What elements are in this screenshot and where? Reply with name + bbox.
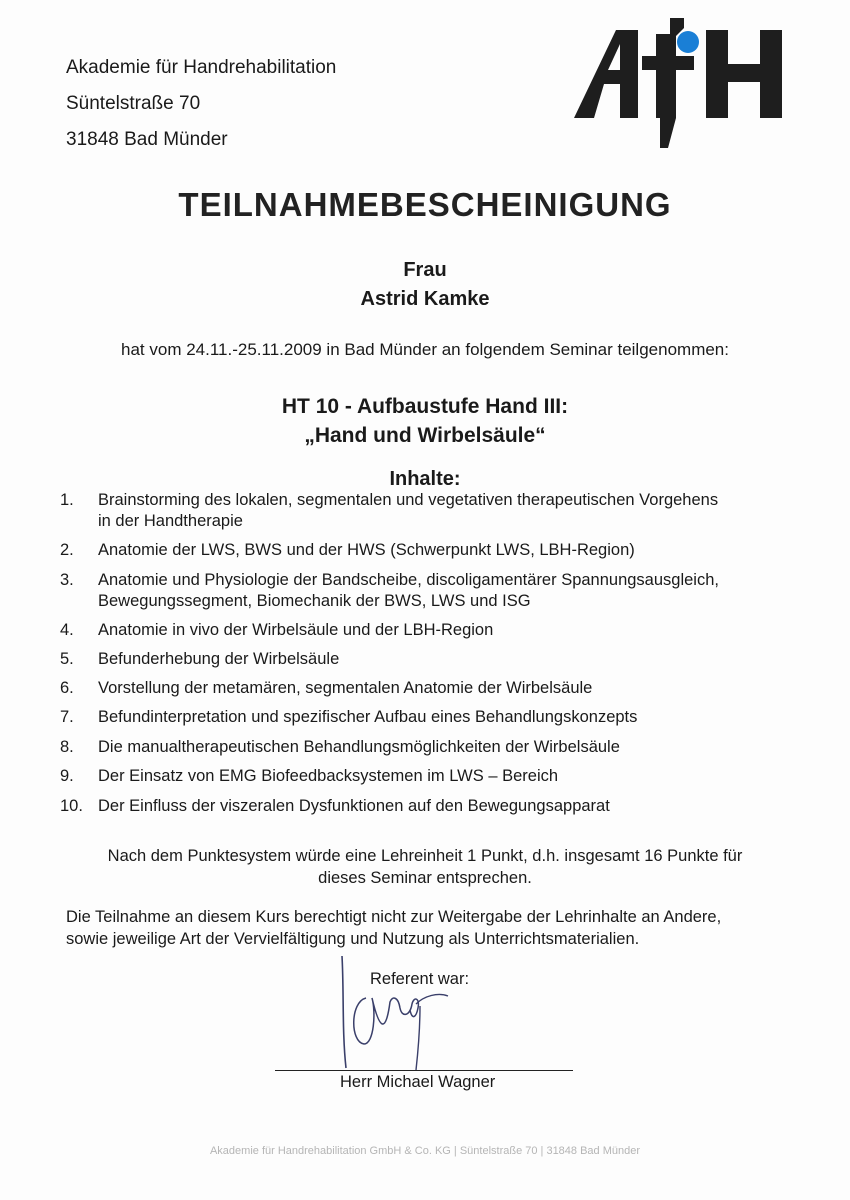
attendance-text: hat vom 24.11.-25.11.2009 in Bad Münder an folgendem Seminar teilgenommen:: [121, 340, 729, 359]
address-line-org: Akademie für Handrehabilitation: [66, 57, 337, 78]
course-title-block: [0, 392, 850, 450]
footer-address: Akademie für Handrehabilitation GmbH & Co. KG | Süntelstraße 70 | 31848 Bad Münder: [209, 1145, 641, 1157]
course-code-title: HT 10 - Aufbaustufe Hand III:: [281, 395, 569, 418]
item-number: 2.: [60, 541, 74, 559]
item-text: Vorstellung der metamären, segmentalen Anatomie der Wirbelsäule: [98, 679, 593, 697]
points-note: Nach dem Punktesystem würde eine Lehreinheit 1 Punkt, d.h. insgesamt 16 Punkte für dieses Seminar entsprechen.: [107, 847, 743, 887]
salutation: Frau: [403, 259, 447, 281]
item-text: Brainstorming des lokalen, segmentalen und vegetativen therapeutischen Vorgehens in der Handtherapie: [98, 491, 719, 530]
item-number: 4.: [60, 621, 74, 639]
referent-label: Referent war:: [370, 970, 470, 988]
item-number: 3.: [60, 571, 74, 589]
item-number: 10.: [60, 797, 83, 815]
item-number: 5.: [60, 650, 74, 668]
item-number: 1.: [60, 491, 74, 509]
item-number: 9.: [60, 767, 74, 785]
certificate-title: TEILNAHMEBESCHEINIGUNG: [178, 186, 672, 223]
item-text: Anatomie und Physiologie der Bandscheibe, discoligamentärer Spannungsausgleich, Bewegungssegment, Biomechanik der BWS, LWS und ISG: [98, 571, 719, 610]
item-text: Befunderhebung der Wirbelsäule: [98, 650, 340, 668]
address-line-city: 31848 Bad Münder: [66, 129, 228, 150]
sender-address: [66, 50, 336, 158]
participant-block: [0, 256, 850, 314]
rights-note: Die Teilnahme an diesem Kurs berechtigt nicht zur Weitergabe der Lehrinhalte an Andere, sowie jeweilige Art der Vervielfältigung und Nutzung als Unterrichtsmaterialien.: [66, 908, 722, 948]
item-text: Der Einsatz von EMG Biofeedbacksystemen im LWS – Bereich: [98, 767, 559, 785]
address-line-street: Süntelstraße 70: [66, 93, 201, 114]
signature-line: [275, 1070, 573, 1071]
item-text: Anatomie der LWS, BWS und der HWS (Schwerpunkt LWS, LBH-Region): [98, 541, 635, 559]
item-number: 7.: [60, 708, 74, 726]
contents-heading: Inhalte:: [389, 468, 461, 490]
referent-name: Herr Michael Wagner: [340, 1073, 496, 1091]
item-text: Die manualtherapeutischen Behandlungsmöglichkeiten der Wirbelsäule: [98, 738, 620, 756]
course-subtitle: „Hand und Wirbelsäule“: [304, 424, 546, 447]
item-text: Anatomie in vivo der Wirbelsäule und der LBH-Region: [98, 621, 494, 639]
item-text: Der Einfluss der viszeralen Dysfunktionen auf den Bewegungsapparat: [98, 797, 610, 815]
item-number: 8.: [60, 738, 74, 756]
item-number: 6.: [60, 679, 74, 697]
afh-logo-icon: [572, 14, 790, 150]
item-text: Befundinterpretation und spezifischer Aufbau eines Behandlungskonzepts: [98, 708, 638, 726]
participant-name: Astrid Kamke: [360, 288, 490, 310]
